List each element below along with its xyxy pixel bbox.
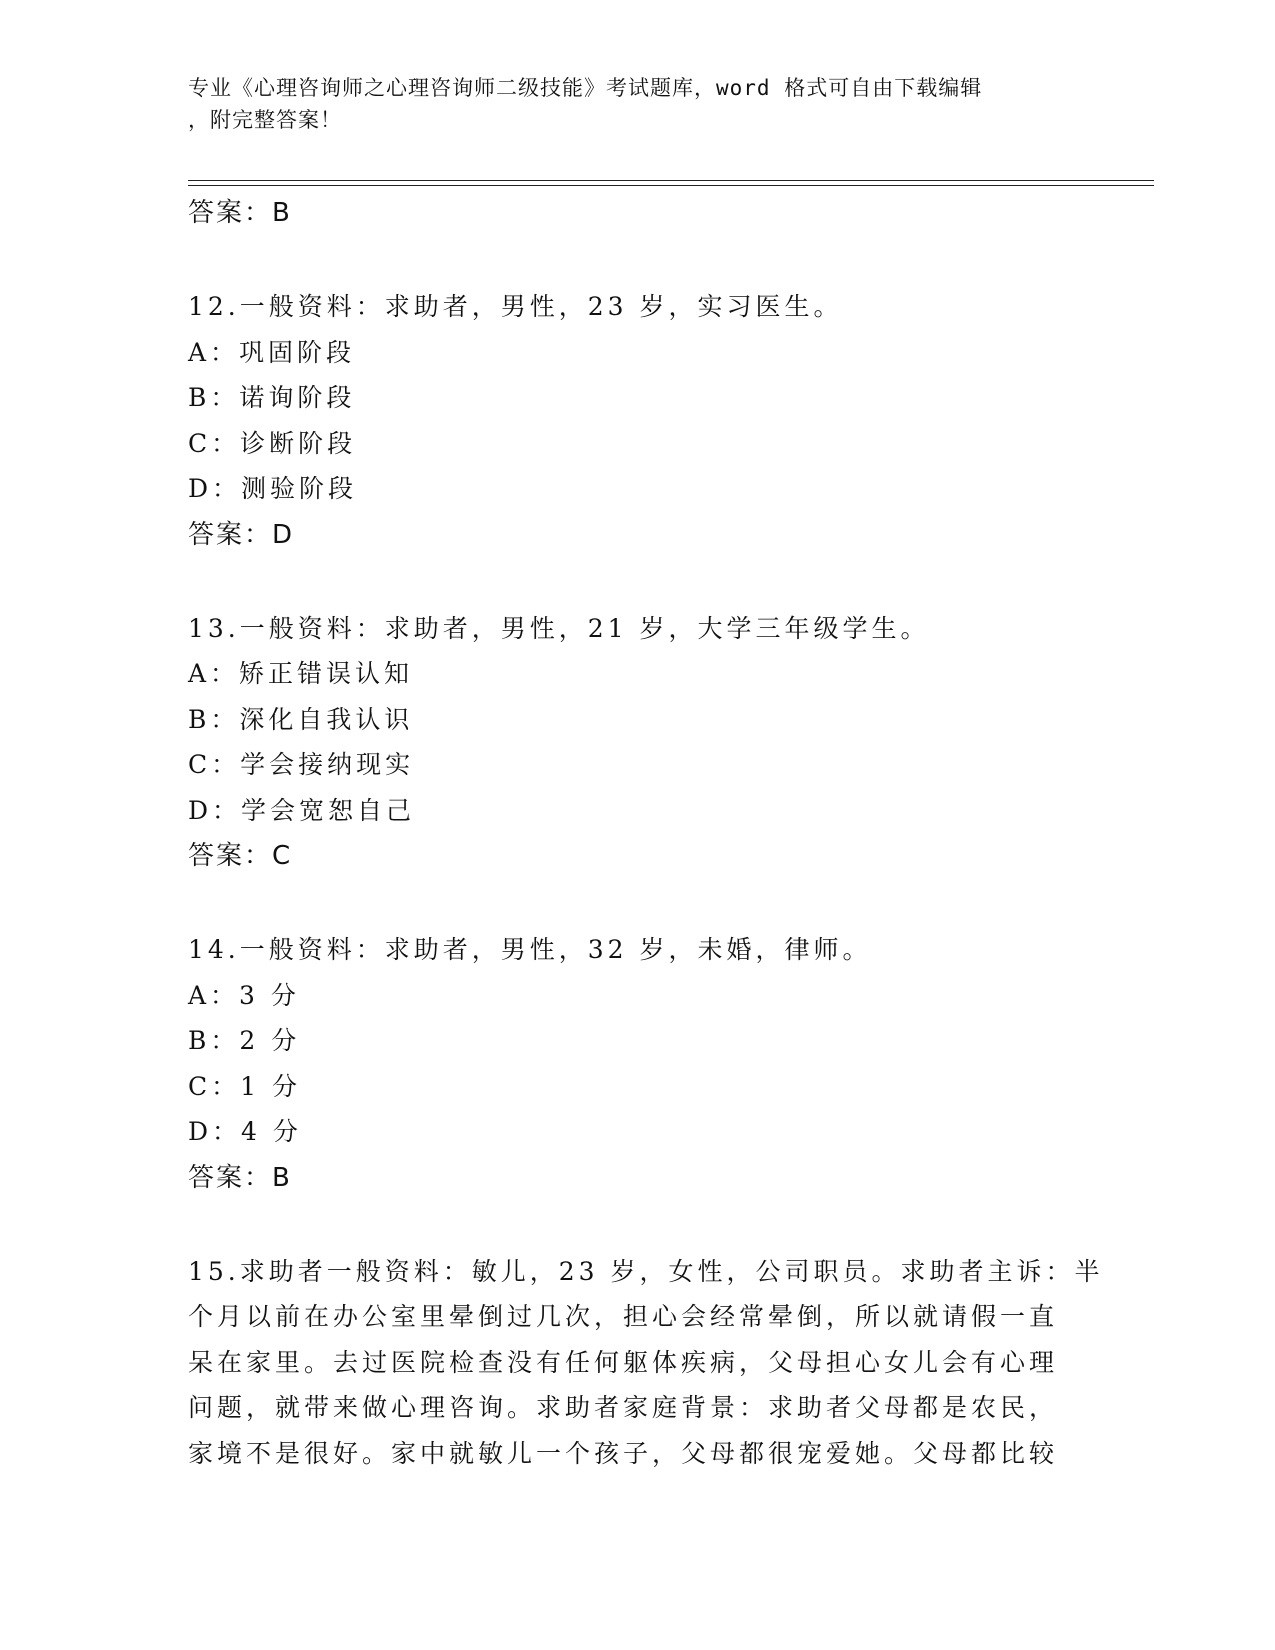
option-c: C：诊断阶段 — [188, 428, 357, 458]
option-b: B：诺询阶段 — [188, 383, 356, 412]
answer-line: 答案：D — [188, 519, 295, 550]
question-text-line: 15.求助者一般资料：敏儿，23 岁，女性，公司职员。求助者主诉：半 — [188, 1256, 1104, 1286]
option-d: D：测验阶段 — [188, 474, 358, 503]
header-divider-top — [188, 180, 1154, 181]
option-d: D：4 分 — [188, 1117, 302, 1146]
question-stem: 12.一般资料：求助者，男性，23 岁，实习医生。 — [188, 292, 843, 321]
question-block-14 — [188, 927, 1088, 1201]
option-a: A：3 分 — [188, 980, 300, 1010]
header-line-1: 专业《心理咨询师之心理咨询师二级技能》考试题库，word 格式可自由下载编辑 — [188, 76, 983, 100]
answer-line: 答案：C — [188, 841, 293, 871]
question-text-line: 呆在家里。去过医院检查没有任何躯体疾病，父母担心女儿会有心理 — [188, 1347, 1059, 1377]
question-stem: 14.一般资料：求助者，男性，32 岁，未婚，律师。 — [188, 935, 872, 964]
question-block-13 — [188, 606, 1088, 880]
option-b: B：深化自我认识 — [188, 704, 414, 734]
document-header — [188, 72, 1088, 136]
option-c: C：1 分 — [188, 1071, 301, 1101]
option-c: C：学会接纳现实 — [188, 750, 415, 779]
question-text-line: 问题，就带来做心理咨询。求助者家庭背景：求助者父母都是农民， — [188, 1393, 1059, 1422]
option-d: D：学会宽恕自己 — [188, 795, 416, 825]
option-b: B：2 分 — [188, 1026, 301, 1055]
question-block-12 — [188, 284, 1088, 558]
header-line-2: ，附完整答案！ — [188, 108, 342, 132]
question-stem: 13.一般资料：求助者，男性，21 岁，大学三年级学生。 — [188, 613, 930, 643]
header-divider-bottom — [188, 185, 1154, 186]
question-text-line: 个月以前在办公室里晕倒过几次，担心会经常晕倒，所以就请假一直 — [188, 1302, 1059, 1331]
answer-line: 答案：B — [188, 198, 292, 228]
question-text-line: 家境不是很好。家中就敏儿一个孩子，父母都很宠爱她。父母都比较 — [188, 1438, 1059, 1468]
question-block-15 — [188, 1249, 1104, 1477]
option-a: A：矫正错误认知 — [188, 659, 414, 688]
document-body — [188, 190, 1104, 1476]
option-a: A：巩固阶段 — [188, 337, 356, 367]
answer-line: 答案：B — [188, 1162, 292, 1193]
